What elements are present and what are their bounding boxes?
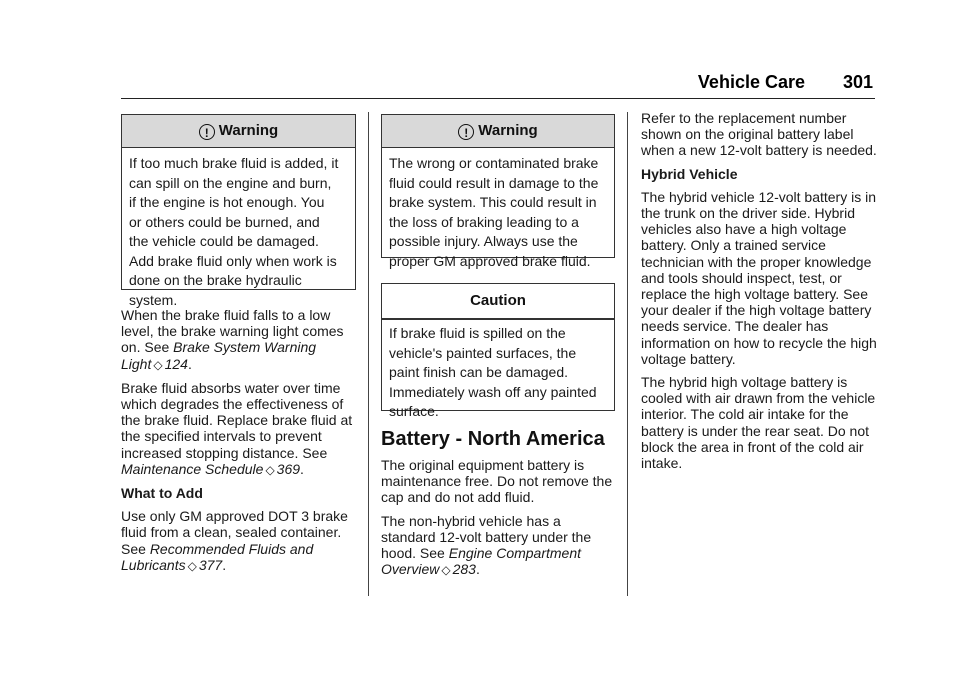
- paragraph-brake-fluid-absorbs: Brake fluid absorbs water over time which degrades the effectiveness of the brake fluid. Replace brake fluid at the specified intervals to prevent increased stopping distance. See Maintenance Schedule ◇ 369.: [121, 379, 353, 477]
- page-number: 301: [842, 72, 873, 92]
- page-ref-icon: ◇: [441, 563, 451, 578]
- paragraph-battery-maintenance-free: The original equipment battery is maintenance free. Do not remove the cap and do not add fluid.: [381, 457, 613, 506]
- warning-line: fluid could result in damage to the: [389, 174, 599, 191]
- warning-body: [382, 148, 614, 278]
- page-ref-number[interactable]: 369: [276, 460, 301, 477]
- column-divider-right: [627, 112, 628, 596]
- caution-line: surface.: [389, 403, 439, 419]
- warning-header: [122, 115, 355, 148]
- paragraph-what-to-add: Use only GM approved DOT 3 brake fluid from a clean, sealed container. See Recommended Fluids and Lubricants ◇ 377.: [121, 508, 348, 573]
- page-ref-number[interactable]: 283: [452, 561, 476, 578]
- warning-box-contaminated-fluid: [381, 114, 615, 269]
- warning-line: possible injury. Always use the: [389, 233, 578, 249]
- warning-line: If too much brake fluid is added, it: [129, 155, 339, 171]
- subheading-hybrid-vehicle: Hybrid Vehicle: [641, 165, 738, 182]
- warning-line: brake system. This could result in: [389, 194, 597, 210]
- caution-line: If brake fluid is spilled on the: [389, 325, 566, 341]
- page-ref-icon: ◇: [187, 558, 197, 573]
- link-recommended-fluids[interactable]: Recommended Fluids and Lubricants: [121, 540, 314, 573]
- column-3-text: [641, 110, 881, 478]
- link-engine-compartment-overview[interactable]: Engine Compartment Overview: [381, 545, 582, 578]
- warning-line: or others could be burned, and: [129, 213, 320, 230]
- warning-header: [382, 115, 614, 148]
- caution-header: Caution: [382, 284, 614, 319]
- warning-box-brake-overfill: [121, 114, 356, 308]
- caution-line: Immediately wash off any painted: [389, 383, 597, 400]
- warning-line: proper GM approved brake fluid.: [389, 252, 591, 269]
- caution-box-spilled-fluid: [381, 283, 615, 419]
- page-section-title: Vehicle Care: [697, 72, 805, 92]
- page-ref-number[interactable]: 377: [198, 556, 223, 573]
- warning-line: done on the brake hydraulic: [129, 272, 302, 288]
- warning-title: Warning: [218, 122, 279, 139]
- subheading-what-to-add: What to Add: [121, 485, 203, 502]
- column-2-text: [381, 457, 617, 585]
- warning-title: Warning: [478, 122, 538, 139]
- warning-body: [122, 148, 355, 317]
- warning-line: The wrong or contaminated brake: [389, 155, 599, 171]
- column-divider-left: [368, 112, 369, 596]
- paragraph-brake-warning-light: When the brake fluid falls to a low level, the brake warning light comes on. See Brake System Warning Light ◇ 124.: [121, 307, 344, 372]
- warning-line: the loss of braking leading to a: [389, 213, 579, 230]
- caution-line: paint finish can be damaged.: [389, 364, 569, 380]
- page-ref-number[interactable]: 124: [164, 355, 188, 372]
- paragraph-non-hybrid-battery: The non-hybrid vehicle has a standard 12-volt battery under the hood. See Engine Compartment Overview ◇ 283.: [381, 512, 592, 578]
- caution-line: vehicle's painted surfaces, the: [389, 344, 577, 361]
- warning-line: if the engine is hot enough. You: [129, 194, 325, 210]
- warning-line: system.: [129, 291, 178, 308]
- warning-line: can spill on the engine and burn,: [129, 174, 332, 191]
- warning-icon: !: [199, 124, 215, 140]
- paragraph-hybrid-battery: The hybrid vehicle 12-volt battery is in the trunk on the driver side. Hybrid vehicles also have a high voltage battery. Only a trained service technician with the proper knowledge and tools should inspect, test, or replace the high voltage battery. See your dealer if the high voltage battery needs service. The dealer has information on how to recycle the high voltage battery.: [641, 188, 877, 367]
- paragraph-hybrid-cooling: The hybrid high voltage battery is cooled with air drawn from the vehicle interior. The cold air intake for the battery is under the rear seat. Do not block the area in front of the cold air intake.: [641, 374, 876, 472]
- warning-line: Add brake fluid only when work is: [129, 252, 337, 269]
- link-maintenance-schedule[interactable]: Maintenance Schedule: [121, 460, 264, 477]
- caution-body: [382, 319, 614, 429]
- column-1-text: [121, 307, 359, 581]
- paragraph-replacement-number: Refer to the replacement number shown on the original battery label when a new 12-volt battery is needed.: [641, 110, 877, 159]
- section-title-battery: Battery - North America: [381, 428, 605, 450]
- page-ref-icon: ◇: [265, 462, 275, 477]
- warning-icon: !: [458, 124, 474, 140]
- warning-line: the vehicle could be damaged.: [129, 233, 319, 249]
- link-brake-system-warning-light[interactable]: Brake System Warning Light: [121, 339, 317, 372]
- page-ref-icon: ◇: [153, 357, 163, 372]
- header-rule: [121, 98, 875, 99]
